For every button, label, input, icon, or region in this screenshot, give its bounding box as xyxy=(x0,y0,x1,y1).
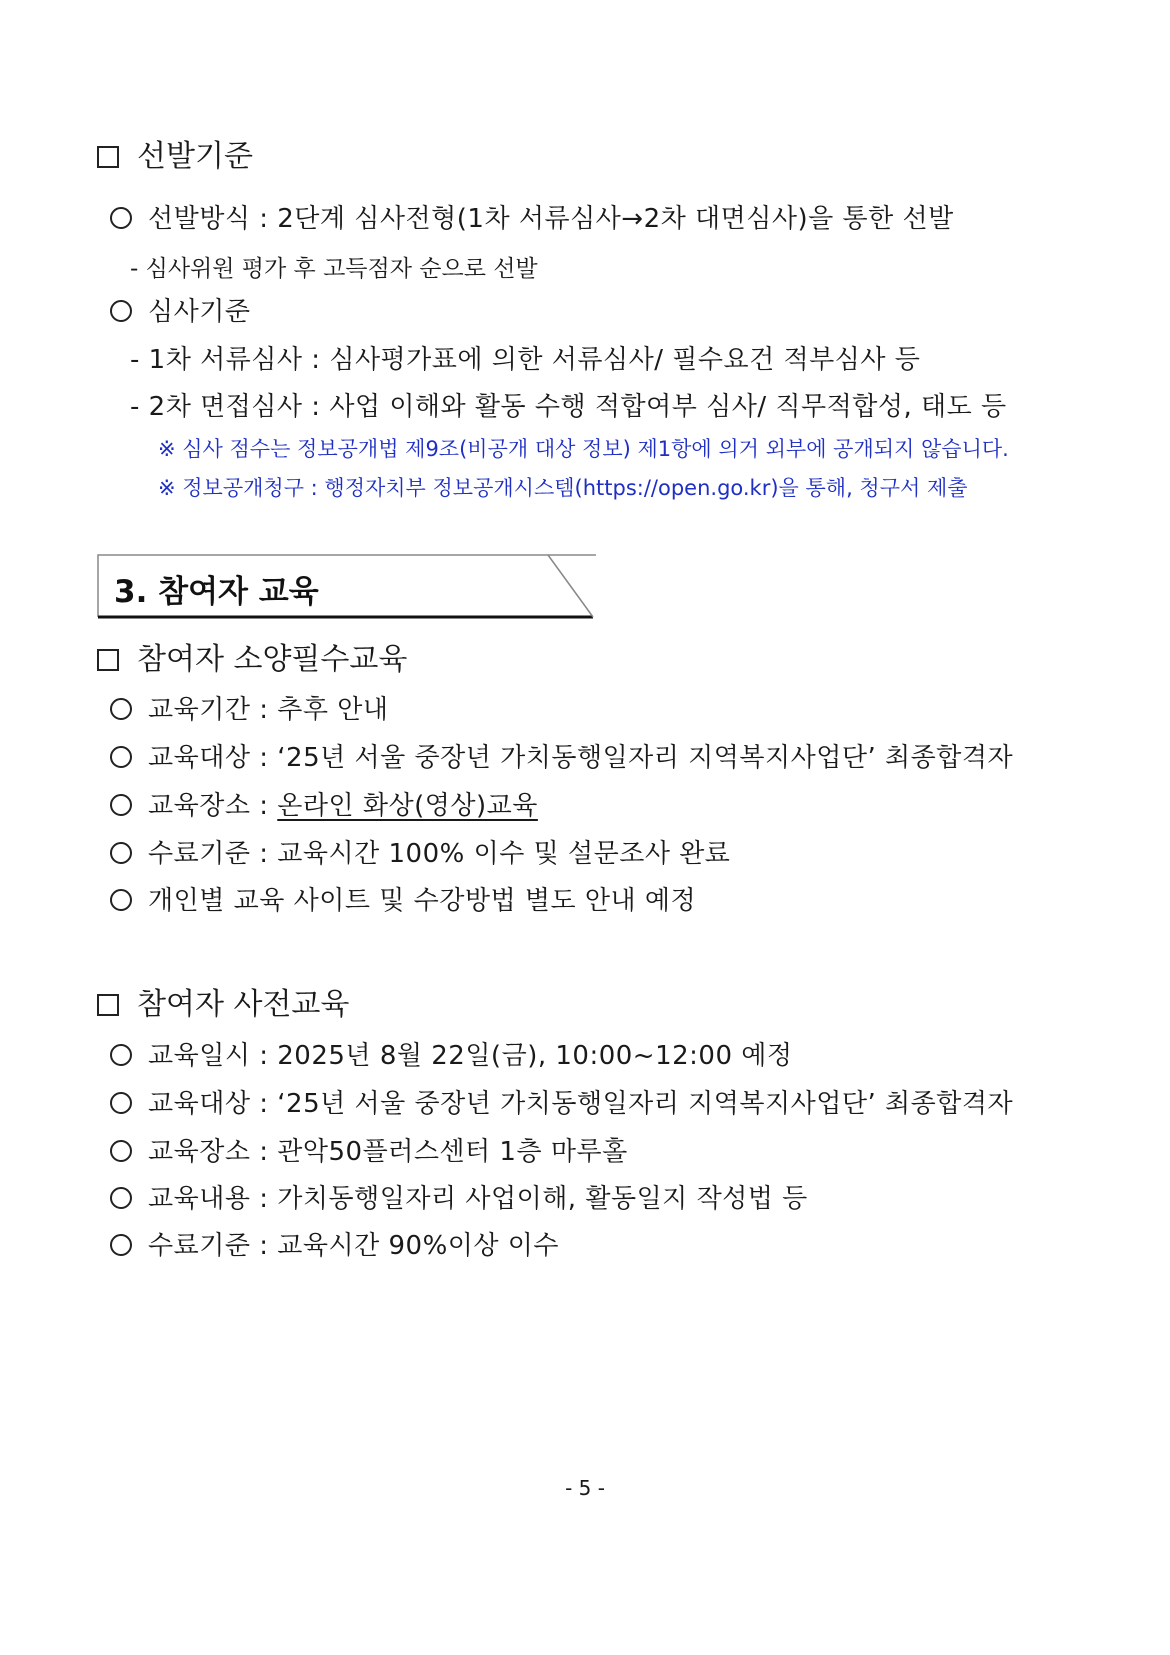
circle-bullet-icon xyxy=(110,794,132,816)
circle-bullet-icon xyxy=(110,1092,132,1114)
extra-text: 개인별 교육 사이트 및 수강방법 별도 안내 예정 xyxy=(148,886,697,916)
selection-method-line: 선발방식 : 2단계 심사전형(1차 서류심사→2차 대면심사)을 통한 선발 xyxy=(110,198,954,235)
selection-heading xyxy=(97,131,253,175)
circle-bullet-icon xyxy=(110,207,132,229)
item-label: 교육내용 xyxy=(148,1184,251,1214)
pre-heading-text: 참여자 사전교육 xyxy=(137,987,350,1022)
item-value: ‘25년 서울 중장년 가치동행일자리 지역복지사업단’ 최종합격자 xyxy=(277,743,1014,773)
pre-item: 수료기준 : 교육시간 90%이상 이수 xyxy=(110,1225,559,1262)
square-bullet-icon xyxy=(97,994,119,1016)
item-label: 수료기준 xyxy=(148,1231,251,1261)
pre-item: 교육대상 : ‘25년 서울 중장년 가치동행일자리 지역복지사업단’ 최종합격자 xyxy=(110,1083,1013,1120)
circle-bullet-icon xyxy=(110,698,132,720)
item-value-underlined: 온라인 화상(영상)교육 xyxy=(277,791,538,821)
item-label: 교육장소 xyxy=(148,1137,251,1167)
essential-item: 교육대상 : ‘25년 서울 중장년 가치동행일자리 지역복지사업단’ 최종합격자 xyxy=(110,737,1013,774)
square-bullet-icon xyxy=(97,649,119,671)
note-1: ※ 심사 점수는 정보공개법 제9조(비공개 대상 정보) 제1항에 의거 외부에 공개되지 않습니다. xyxy=(158,437,1009,461)
essential-item: 수료기준 : 교육시간 100% 이수 및 설문조사 완료 xyxy=(110,833,730,870)
item-value: ‘25년 서울 중장년 가치동행일자리 지역복지사업단’ 최종합격자 xyxy=(277,1089,1014,1119)
selection-method-sub: - 심사위원 평가 후 고득점자 순으로 선발 xyxy=(130,256,538,282)
essential-item: 교육장소 : 온라인 화상(영상)교육 xyxy=(110,785,538,822)
item-value: 교육시간 90%이상 이수 xyxy=(277,1231,560,1261)
selection-heading-text: 선발기준 xyxy=(137,139,253,174)
item-label: 교육기간 xyxy=(148,695,251,725)
section-title: 3. 참여자 교육 xyxy=(114,574,319,610)
item-label: 수료기준 xyxy=(148,839,251,869)
selection-criteria-line xyxy=(110,291,250,328)
item-value: 2025년 8월 22일(금), 10:00~12:00 예정 xyxy=(277,1041,793,1071)
item-value: 가치동행일자리 사업이해, 활동일지 작성법 등 xyxy=(277,1184,808,1214)
page-number: - 5 - xyxy=(565,1476,605,1500)
square-bullet-icon xyxy=(97,146,119,168)
circle-bullet-icon xyxy=(110,842,132,864)
pre-heading xyxy=(97,979,349,1023)
criteria-item-2: - 2차 면접심사 : 사업 이해와 활동 수행 적합여부 심사/ 직무적합성, 태도 등 xyxy=(130,392,1007,422)
essential-extra xyxy=(110,880,696,917)
pre-item: 교육내용 : 가치동행일자리 사업이해, 활동일지 작성법 등 xyxy=(110,1178,808,1215)
item-value: 교육시간 100% 이수 및 설문조사 완료 xyxy=(277,839,731,869)
circle-bullet-icon xyxy=(110,889,132,911)
circle-bullet-icon xyxy=(110,1187,132,1209)
circle-bullet-icon xyxy=(110,746,132,768)
pre-item: 교육장소 : 관악50플러스센터 1층 마루홀 xyxy=(110,1131,628,1168)
circle-bullet-icon xyxy=(110,300,132,322)
method-label: 선발방식 xyxy=(148,204,251,234)
item-label: 교육대상 xyxy=(148,743,251,773)
circle-bullet-icon xyxy=(110,1044,132,1066)
item-value: 관악50플러스센터 1층 마루홀 xyxy=(277,1137,628,1167)
criteria-label: 심사기준 xyxy=(148,297,251,327)
essential-heading xyxy=(97,634,407,678)
item-value: 추후 안내 xyxy=(277,695,389,725)
circle-bullet-icon xyxy=(110,1234,132,1256)
item-label: 교육장소 xyxy=(148,791,251,821)
essential-heading-text: 참여자 소양필수교육 xyxy=(137,642,408,677)
criteria-item-1: - 1차 서류심사 : 심사평가표에 의한 서류심사/ 필수요건 적부심사 등 xyxy=(130,345,921,375)
method-value: 2단계 심사전형(1차 서류심사→2차 대면심사)을 통한 선발 xyxy=(277,204,954,234)
circle-bullet-icon xyxy=(110,1140,132,1162)
essential-item: 교육기간 : 추후 안내 xyxy=(110,689,389,726)
pre-item: 교육일시 : 2025년 8월 22일(금), 10:00~12:00 예정 xyxy=(110,1035,793,1072)
item-label: 교육대상 xyxy=(148,1089,251,1119)
note-2: ※ 정보공개청구 : 행정자치부 정보공개시스템(https://open.go.kr)을 통해, 청구서 제출 xyxy=(158,476,968,500)
item-label: 교육일시 xyxy=(148,1041,251,1071)
